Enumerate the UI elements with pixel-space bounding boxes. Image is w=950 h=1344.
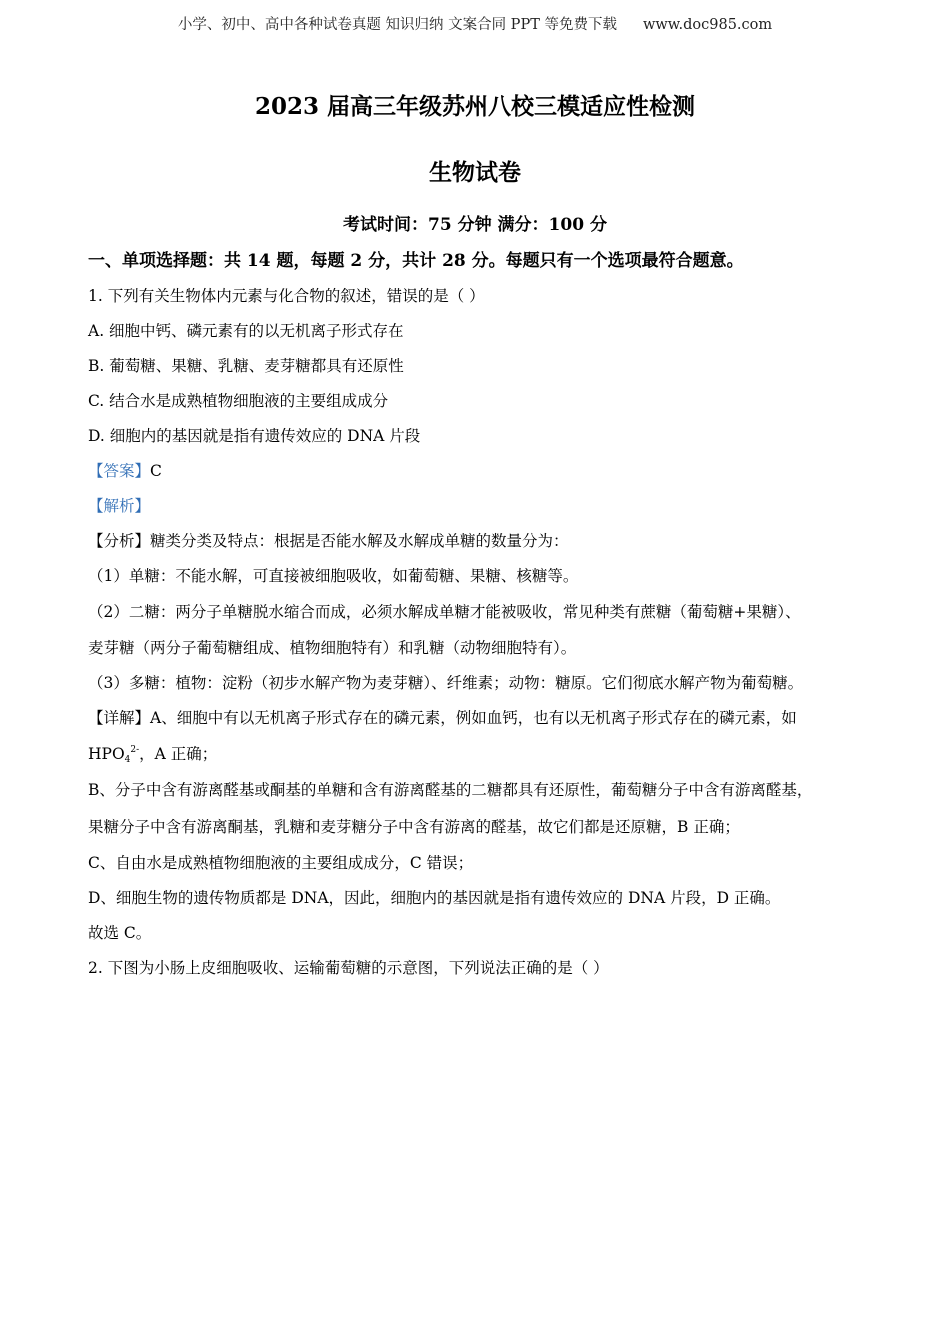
q1-option-a: A. 细胞中钙、磷元素有的以无机离子形式存在 — [88, 322, 404, 340]
hpo-subscript: 4 — [124, 755, 131, 765]
q1-stem: 1. 下列有关生物体内元素与化合物的叙述，错误的是（ ） — [88, 287, 485, 305]
fenxi-label: 【分析】 — [88, 532, 151, 550]
q1-option-b: B. 葡萄糖、果糖、乳糖、麦芽糖都具有还原性 — [88, 357, 404, 375]
header-site-link[interactable]: www.doc985.com — [642, 17, 773, 33]
xiangjie-text: A、细胞中有以无机离子形式存在的磷元素，例如血钙，也有以无机离子形式存在的磷元素，如 — [150, 709, 797, 727]
detail-d: D、细胞生物的遗传物质都是 DNA，因此，细胞内的基因就是指有遗传效应的 DNA 片段，D 正确。 — [88, 889, 781, 907]
choose-line: 故选 C。 — [88, 924, 152, 942]
detail-b2: 果糖分子中含有游离酮基，乳糖和麦芽糖分子中含有游离的醛基，故它们都是还原糖，B 正确； — [88, 818, 740, 836]
answer-label: 【答案】 — [88, 462, 151, 480]
detail-b1: B、分子中含有游离醛基或酮基的单糖和含有游离醛基的二糖都具有还原性，葡萄糖分子中含有游离醛基， — [88, 781, 813, 799]
header-text: 小学、初中、高中各种试卷真题 知识归纳 文案合同 PPT 等免费下载 — [177, 17, 617, 33]
q1-option-d: D. 细胞内的基因就是指有遗传效应的 DNA 片段 — [88, 427, 421, 445]
analysis-label: 【解析】 — [88, 497, 151, 515]
exam-info: 考试时间：75 分钟 满分：100 分 — [343, 215, 607, 235]
hpo-superscript: 2- — [130, 745, 140, 755]
xiangjie-label: 【详解】 — [88, 709, 151, 727]
subject-title: 生物试卷 — [429, 159, 521, 186]
hpo-line — [88, 742, 217, 765]
hpo-formula: HPO — [88, 745, 125, 763]
q1-option-c: C. 结合水是成熟植物细胞液的主要组成成分 — [88, 392, 389, 410]
section-heading: 一、单项选择题：共 14 题，每题 2 分，共计 28 分。每题只有一个选项最符合题意。 — [88, 251, 744, 271]
fenxi-line — [88, 529, 569, 551]
xiangjie-line — [88, 706, 797, 728]
q2-stem: 2. 下图为小肠上皮细胞吸收、运输葡萄糖的示意图，下列说法正确的是（ ） — [88, 959, 609, 977]
page-header — [0, 13, 950, 34]
point-1: （1）单糖：不能水解，可直接被细胞吸收，如葡萄糖、果糖、核糖等。 — [88, 567, 579, 585]
point-2b: 麦芽糖（两分子葡萄糖组成、植物细胞特有）和乳糖（动物细胞特有）。 — [88, 639, 577, 657]
point-3: （3）多糖：植物：淀粉（初步水解产物为麦芽糖）、纤维素；动物：糖原。它们彻底水解产物为葡萄糖。 — [88, 674, 804, 692]
hpo-tail: ，A 正确； — [139, 745, 218, 763]
answer-value: C — [150, 462, 162, 480]
exam-title: 2023 届高三年级苏州八校三模适应性检测 — [254, 93, 696, 120]
fenxi-text: 糖类分类及特点：根据是否能水解及水解成单糖的数量分为： — [150, 532, 569, 550]
detail-c: C、自由水是成熟植物细胞液的主要组成成分，C 错误； — [88, 854, 474, 872]
q1-answer — [88, 459, 162, 481]
point-2a: （2）二糖：两分子单糖脱水缩合而成，必须水解成单糖才能被吸收，常见种类有蔗糖（葡萄糖+果糖）、 — [88, 603, 801, 621]
